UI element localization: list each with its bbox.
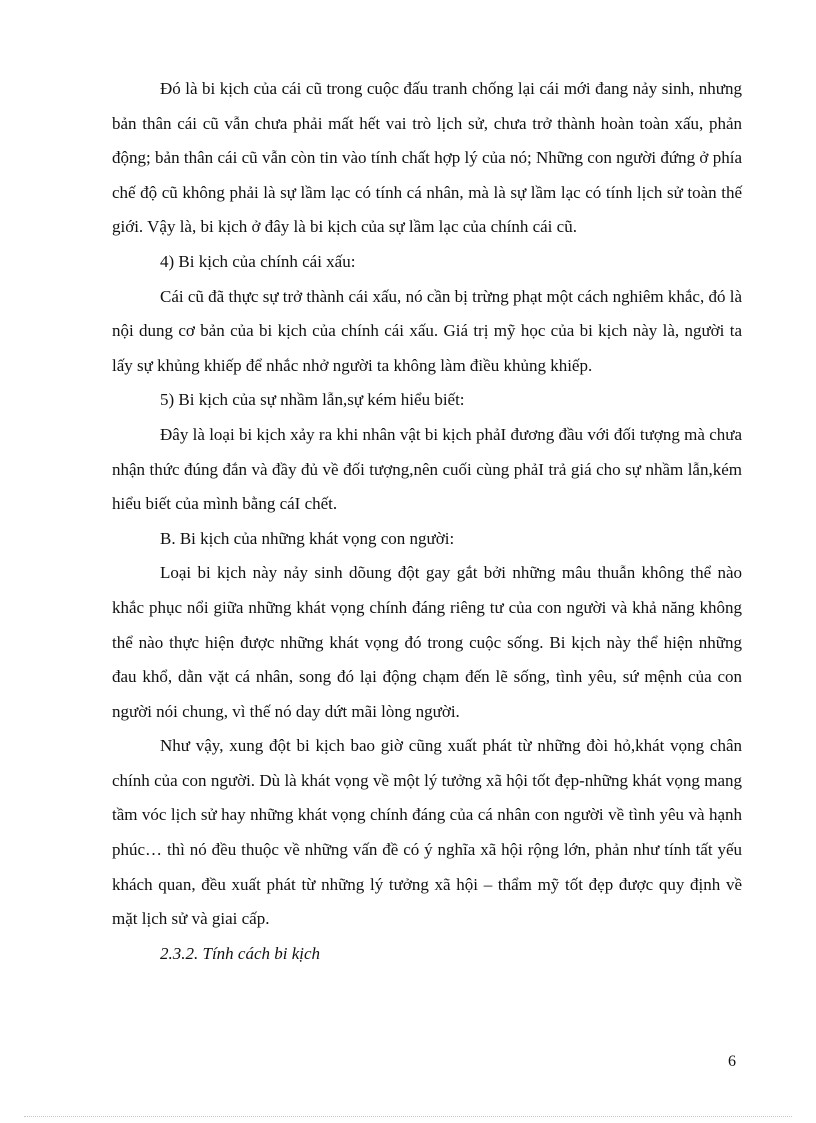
paragraph-tragedy-of-evil: Cái cũ đã thực sự trở thành cái xấu, nó cần bị trừng phạt một cách nghiêm khắc, đó là nội dung cơ bản của bi kịch của chính cái xấu. Giá trị mỹ học của bi kịch này là, người ta lấy sự khủng khiếp để nhắc nhở người ta không làm điều khủng khiếp. xyxy=(112,286,742,375)
heading-tragedy-of-evil: 4) Bi kịch của chính cái xấu: xyxy=(160,251,356,271)
paragraph-tragedy-of-aspirations: Loại bi kịch này nảy sinh dõung đột gay gắt bởi những mâu thuẫn không thể nào khắc phục nổi giữa những khát vọng chính đáng riêng tư của con người và khả năng không thể nào thực hiện được những khát vọng đó trong cuộc sống. Bi kịch này thể hiện những đau khổ, dằn vặt cá nhân, song đó lại động chạm đến lẽ sống, tình yêu, sứ mệnh của con người nói chung, vì thế nó day dứt mãi lòng người. xyxy=(112,563,742,721)
page-number: 6 xyxy=(728,1053,736,1070)
paragraph-conclusion: Như vậy, xung đột bi kịch bao giờ cũng xuất phát từ những đòi hỏ,khát vọng chân chính của con người. Dù là khát vọng về một lý tưởng xã hội tốt đẹp-những khát vọng mang tầm vóc lịch sử hay những khát vọng chính đáng của cá nhân con người về tình yêu và hạnh phúc… thì nó đều thuộc về những vấn đề có ý nghĩa xã hội rộng lớn, phản như tính tất yếu khách quan, đều xuất phát từ những lý tưởng xã hội – thẩm mỹ tốt đẹp được quy định về mặt lịch sử và giai cấp. xyxy=(112,736,742,929)
paragraph-tragedy-of-misunderstanding: Đây là loại bi kịch xảy ra khi nhân vật bi kịch phảI đương đầu với đối tượng mà chưa nhận thức đúng đắn và đầy đủ về đối tượng,nên cuối cùng phảI trả giá cho sự nhầm lẫn,kém hiểu biết của mình bằng cáI chết. xyxy=(112,424,742,514)
section-heading-tragic-character: 2.3.2. Tính cách bi kịch xyxy=(160,943,321,963)
paragraph-old-tragedy: Đó là bi kịch của cái cũ trong cuộc đấu tranh chống lại cái mới đang nảy sinh, nhưng bản thân cái cũ vẫn chưa phải mất hết vai trò lịch sử, chưa trở thành hoàn toàn xấu, phản động; bản thân cái cũ vẫn còn tin vào tính chất hợp lý của nó; Những con người đứng ở phía chế độ cũ không phải là sự lầm lạc có tính cá nhân, mà là sự lầm lạc có tính lịch sử toàn thế giới. Vậy là, bi kịch ở đây là bi kịch của sự lầm lạc của chính cái cũ. xyxy=(112,79,742,237)
heading-tragedy-of-misunderstanding: 5) Bi kịch của sự nhầm lẫn,sự kém hiểu biết: xyxy=(160,390,465,410)
heading-tragedy-of-aspirations: B. Bi kịch của những khát vọng con người: xyxy=(160,528,455,548)
page-bottom-divider xyxy=(24,1116,792,1117)
page-body xyxy=(112,72,742,971)
